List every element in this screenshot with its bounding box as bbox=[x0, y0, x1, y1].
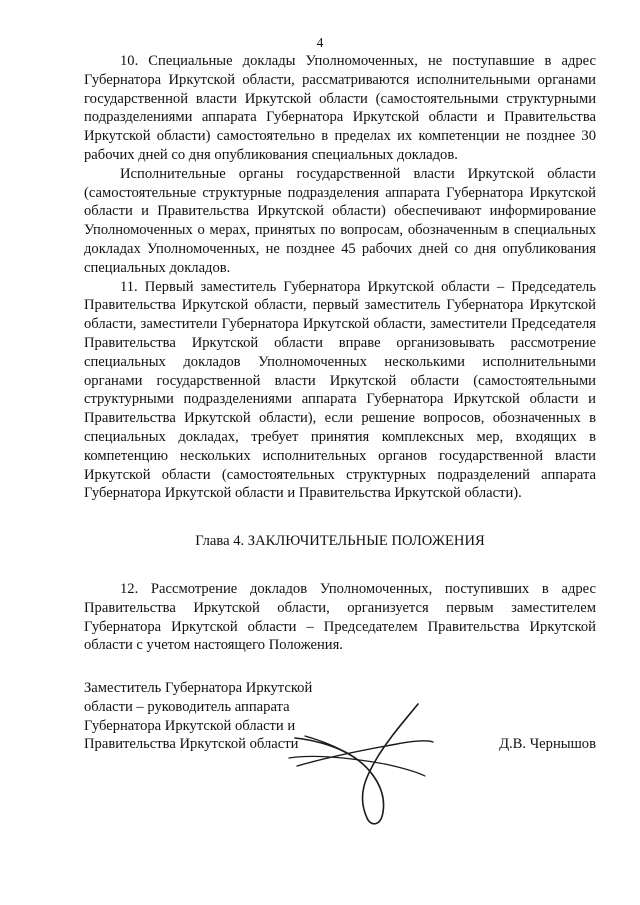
document-body bbox=[84, 52, 596, 655]
position-line: области – руководитель аппарата bbox=[84, 698, 290, 715]
paragraph-11: 11. Первый заместитель Губернатора Иркутской области – Председатель Правительства Иркутской области, первый заместитель Губернатора Иркутской области, заместители Губернатора Иркутской области, заместители Председателя Правительства Иркутской области вправе организовывать рассмотрение специальных докладов Уполномоченных несколькими исполнительными органами государственной власти Иркутской области (самостоятельными структурными подразделениями аппарата Губернатора Иркутской области и Правительства Иркутской области), если решение вопросов, обозначенных в специальных докладах, требует принятия комплексных мер, входящих в компетенцию нескольких исполнительных органов государственной власти Иркутской области (самостоятельных структурных подразделений аппарата Губернатора Иркутской области и Правительства Иркутской области). bbox=[84, 278, 596, 502]
paragraph-10-continued: Исполнительные органы государственной власти Иркутской области (самостоятельные структурные подразделения аппарата Губернатора Иркутской области и Правительства Иркутской области) обеспечивают информирование Уполномоченных о мерах, принятых по вопросам, обозначенным в специальных докладах Уполномоченных, не позднее 45 рабочих дней со дня опубликования специальных докладов. bbox=[84, 165, 596, 276]
handwritten-signature-icon bbox=[285, 700, 435, 835]
page-number: 4 bbox=[316, 35, 324, 50]
position-line: Заместитель Губернатора Иркутской bbox=[84, 680, 313, 696]
position-line: Правительства Иркутской области bbox=[84, 736, 299, 753]
chapter-heading: Глава 4. ЗАКЛЮЧИТЕЛЬНЫЕ ПОЛОЖЕНИЯ bbox=[195, 533, 485, 550]
paragraph-12: 12. Рассмотрение докладов Уполномоченных, поступивших в адрес Правительства Иркутской области, организуется первым заместителем Губернатора Иркутской области – Председателем Правительства Иркутской области с учетом настоящего Положения. bbox=[84, 580, 596, 654]
paragraph-10: 10. Специальные доклады Уполномоченных, не поступавшие в адрес Губернатора Иркутской области, рассматриваются исполнительными органами государственной власти Иркутской области (самостоятельными структурными подразделениями аппарата Губернатора Иркутской области и Правительства Иркутской области) самостоятельно в пределах их компетенции не позднее 30 рабочих дней со дня опубликования специальных докладов. bbox=[84, 53, 596, 163]
signatory-name: Д.В. Чернышов bbox=[499, 736, 596, 752]
position-line: Губернатора Иркутской области и bbox=[84, 717, 296, 734]
